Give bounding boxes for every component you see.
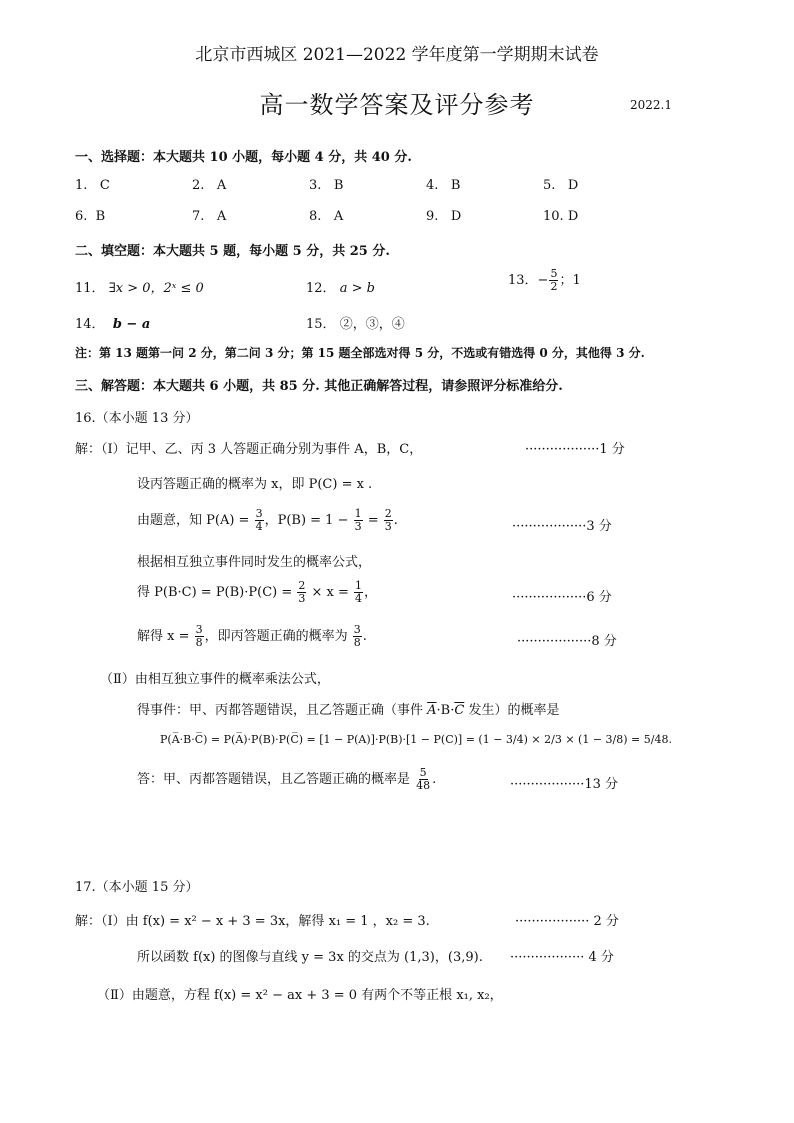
choice-answer: 8. A xyxy=(309,209,344,224)
fill-answer-11: 11． ∃x > 0，2ˣ ≤ 0 xyxy=(75,281,204,296)
q16-line: 解得 x = $\frac{3}{8}$ ，即丙答题正确的概率为 $\frac{3}{8}$ . xyxy=(137,623,367,649)
scoring-note: 注：第 13 题第一问 2 分，第二问 3 分；第 15 题全部选对得 5 分，不选或有错选得 0 分，其他得 3 分. xyxy=(75,346,645,360)
answer-title: 高一数学答案及评分参考 xyxy=(259,91,535,119)
q16-formula: P(A̅·B·C̅) = P(A̅)·P(B)·P(C̅) = [1 − P(A)]·P(B)·[1 − P(C)] = (1 − 3/4) × 2/3 × (1 − 3/8) = 5/48. xyxy=(160,733,672,746)
fill-answer-15: 15． ②，③，④ xyxy=(306,317,405,332)
choice-answer: 6. B xyxy=(75,209,106,224)
section2-heading: 二、填空题：本大题共 5 题，每小题 5 分，共 25 分. xyxy=(75,244,390,259)
score-marker: ·················· 4 分 xyxy=(510,950,614,965)
score-marker: ··················3 分 xyxy=(512,519,612,534)
choice-answer: 7. A xyxy=(192,209,227,224)
q16-line: 解：（Ⅰ）记甲、乙、丙 3 人答题正确分别为事件 A，B，C， xyxy=(75,442,423,457)
q17-line: 所以函数 f(x) 的图像与直线 y = 3x 的交点为 (1,3)，(3,9). xyxy=(137,950,483,965)
q16-line: 答：甲、丙都答题错误，且乙答题正确的概率是 $\frac{5}{48}$ . xyxy=(137,766,437,792)
fill-answer-14: 14． b − a xyxy=(75,317,151,332)
choice-answer: 10. D xyxy=(543,209,579,224)
choice-answer: 5. D xyxy=(543,178,579,193)
q17-title: 17.（本小题 15 分） xyxy=(75,880,199,895)
q16-line: 得 P(B·C) = P(B)·P(C) = $\frac{2}{3}$ × x = $\frac{1}{4}$ ， xyxy=(137,579,378,605)
choice-answer: 4. B xyxy=(426,178,461,193)
score-marker: ··················8 分 xyxy=(517,634,617,649)
date-label: 2022.1 xyxy=(630,98,672,112)
fill-answer-12: 12． a > b xyxy=(306,281,375,296)
q16-line: 由题意，知 P(A) = $\frac{3}{4}$ ，P(B) = 1 − $\frac{1}{3}$ = $\frac{2}{3}$ . xyxy=(137,507,398,533)
q17-line: （Ⅱ）由题意，方程 f(x) = x² − ax + 3 = 0 有两个不等正根 x₁, x₂， xyxy=(97,988,503,1003)
q17-line: 解：（Ⅰ）由 f(x) = x² − x + 3 = 3x，解得 x₁ = 1 ，x₂ = 3. xyxy=(75,914,430,929)
q16-line: 设丙答题正确的概率为 x，即 P(C) = x . xyxy=(137,477,373,492)
score-marker: ··················13 分 xyxy=(510,777,619,792)
q16-line: 得事件：甲、丙都答题错误，且乙答题正确（事件 $\overline{A}\cdot B\cdot\overline{C}$ 发生）的概率是 xyxy=(137,703,560,718)
choice-answer: 3. B xyxy=(309,178,344,193)
choice-answer: 2. A xyxy=(192,178,227,193)
q16-line: （Ⅱ）由相互独立事件的概率乘法公式， xyxy=(100,672,330,687)
score-marker: ·················· 2 分 xyxy=(515,914,619,929)
q16-line: 根据相互独立事件同时发生的概率公式， xyxy=(137,555,372,570)
score-marker: ··················1 分 xyxy=(525,442,625,457)
fill-answer-13: 13．− $\frac{5}{2}$ ；1 xyxy=(508,267,581,293)
score-marker: ··················6 分 xyxy=(512,590,612,605)
section3-heading: 三、解答题：本大题共 6 小题，共 85 分. 其他正确解答过程，请参照评分标准给分. xyxy=(75,379,563,394)
q16-title: 16.（本小题 13 分） xyxy=(75,411,199,426)
section1-heading: 一、选择题：本大题共 10 小题，每小题 4 分，共 40 分. xyxy=(75,150,412,165)
choice-answer: 1. C xyxy=(75,178,110,193)
exam-title: 北京市西城区 2021—2022 学年度第一学期期末试卷 xyxy=(195,45,599,65)
choice-answer: 9. D xyxy=(426,209,462,224)
